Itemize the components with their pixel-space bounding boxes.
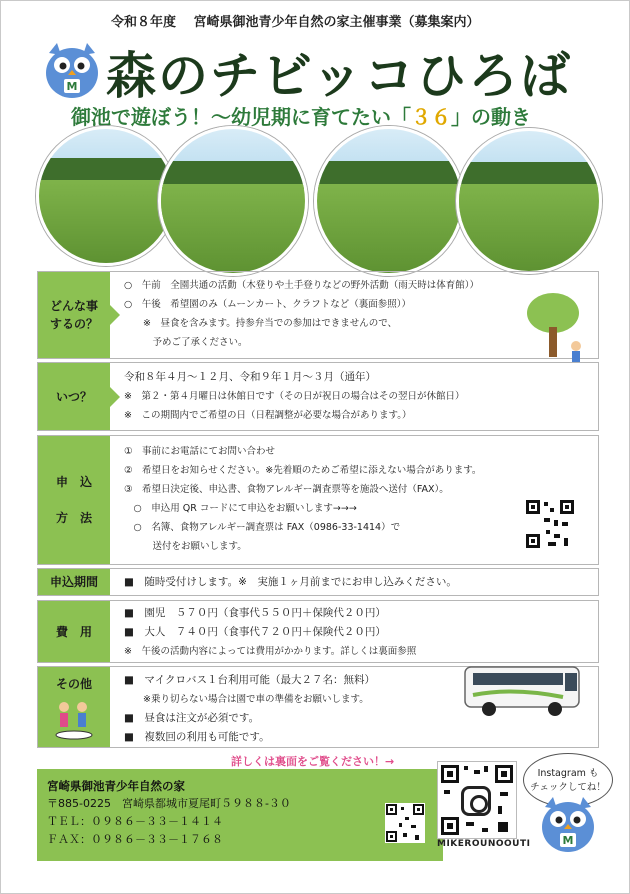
section-cost-content <box>124 604 592 661</box>
photo-strip <box>36 126 606 276</box>
tree-illustration-icon <box>521 291 591 366</box>
text-line: ■ マイクロバス１台利用可能（最大２７名：無料） <box>124 674 375 686</box>
text-line: ① 事前にお電話にてお問い合わせ <box>124 446 276 457</box>
contact-tel: ＴＥＬ：０９８６－３３－１４１４ <box>47 815 223 828</box>
section-when <box>37 362 599 431</box>
text-line: ③ 希望日決定後、申込書、食物アレルギー調査票等を施設へ送付（FAX）。 <box>124 484 449 495</box>
text-line: ○ 午前 全園共通の活動（木登りや土手登りなどの野外活動（雨天時は体育館）） <box>124 280 480 291</box>
text-line: 送付をお願いします。 <box>124 541 247 552</box>
text-line: ※ この期間内でご希望の日（日程調整が必要な場合があります。） <box>124 410 412 421</box>
svg-text:M: M <box>562 834 574 847</box>
svg-text:M: M <box>66 80 78 93</box>
photo-3 <box>314 126 464 276</box>
section-other-label: その他 <box>38 667 110 747</box>
photo-1 <box>36 126 176 266</box>
text-line: ※ 昼食を含みます。持参弁当での参加はできませんので、 <box>124 318 398 329</box>
subtitle-after: 」の動き <box>451 105 531 129</box>
text-line: ② 希望日をお知らせください。※先着順のためご希望に添えない場合があります。 <box>124 465 482 476</box>
text-line: ※ 午後の活動内容によっては費用がかかります。詳しくは裏面参照 <box>124 646 417 657</box>
text-line: ○ 午後 希望園のみ（ムーンカート、クラフトなど（裏面参照）） <box>124 299 412 310</box>
subtitle-before: 御池で遊ぼう！～幼児期に育てたい「 <box>71 105 411 129</box>
text-line: 予めご了承ください。 <box>124 337 248 348</box>
header-organizer: 宮崎県御池青少年自然の家主催事業（募集案内） <box>193 15 480 30</box>
section-cost <box>37 600 599 663</box>
section-what-label: どんな事 するの？ <box>38 272 110 358</box>
contact-address: 〒885-0225 宮崎県都城市夏尾町５９８８-３０ <box>47 797 291 810</box>
children-illustration-icon <box>52 699 96 741</box>
owl-mascot-icon <box>533 793 603 855</box>
header-line <box>111 11 591 30</box>
section-apply <box>37 435 599 565</box>
text-line: ■ 昼食は注文が必須です。 <box>124 712 260 724</box>
section-when-label: いつ？ <box>38 363 110 430</box>
contact-box <box>37 769 443 861</box>
text-line: ■ 園児 ５７０円（食事代５５０円＋保険代２０円） <box>124 607 386 619</box>
instagram-handle: MIKEROUNOOUTI <box>437 839 531 849</box>
instagram-speech-bubble: Instagram も チェックしてね！ <box>523 753 613 807</box>
contact-qr-code-icon[interactable] <box>385 803 425 843</box>
subtitle-number: ３６ <box>411 105 451 129</box>
photo-2 <box>158 126 308 276</box>
text-line: ■ 複数回の利用も可能です。 <box>124 731 270 743</box>
contact-fax: ＦＡＸ：０９８６－３３－１７６８ <box>47 833 223 846</box>
section-period-label: 申込期間 <box>38 569 110 595</box>
bus-icon <box>463 663 583 719</box>
text-line: ○ 名簿、食物アレルギー調査票は FAX（0986-33-1414）で <box>124 522 401 533</box>
text-line: ○ 申込用 QR コードにて申込をお願いします→→→ <box>124 503 357 514</box>
section-what <box>37 271 599 359</box>
text-line: ■ 随時受付けします。※ 実施１ヶ月前までにお申し込みください。 <box>124 576 457 588</box>
photo-4 <box>456 128 602 274</box>
section-when-content <box>124 368 592 425</box>
instagram-icon[interactable] <box>461 786 491 816</box>
owl-mascot-icon <box>37 39 107 101</box>
text-line: ※乗り切らない場合は園で車の準備をお願いします。 <box>124 694 369 705</box>
header-year: 令和８年度 <box>111 15 177 30</box>
text-line: 令和８年４月～１２月、令和９年１月～３月（通年） <box>124 371 376 383</box>
text-line: ※ 第２・第４月曜日は休館日です（その日が祝日の場合はその翌日が休館日） <box>124 391 465 402</box>
section-apply-label: 申 込 方 法 <box>38 436 110 564</box>
contact-org: 宮崎県御池青少年自然の家 <box>47 779 185 793</box>
footer-notice: 詳しくは裏面をご覧ください！→ <box>231 755 395 768</box>
section-apply-content <box>124 442 592 556</box>
page-title: 森のチビッコひろば <box>106 47 572 105</box>
apply-qr-code-icon[interactable] <box>524 498 576 550</box>
text-line: ■ 大人 ７４０円（食事代７２０円＋保険代２０円） <box>124 626 386 638</box>
section-cost-label: 費 用 <box>38 601 110 662</box>
section-period-content <box>124 573 592 592</box>
section-period <box>37 568 599 596</box>
